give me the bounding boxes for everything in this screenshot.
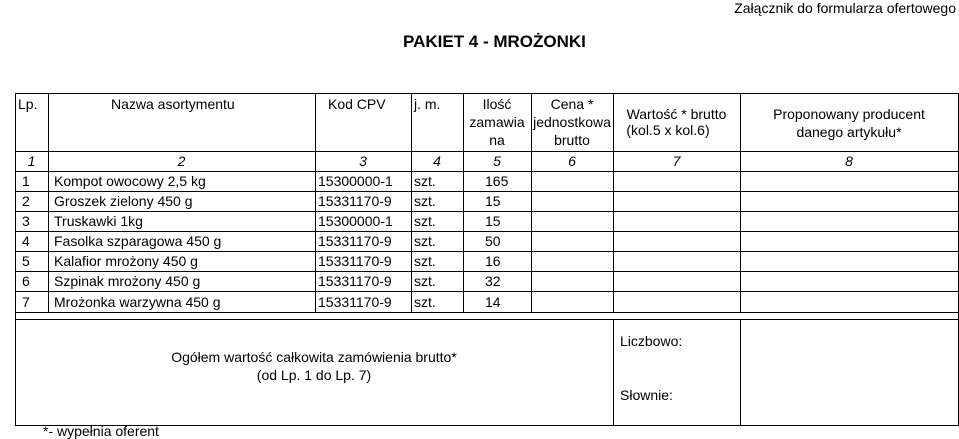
row-lp: 1 xyxy=(22,173,30,189)
header-producer-line1: Proponowany producent xyxy=(773,106,925,122)
attachment-note: Załącznik do formularza ofertowego xyxy=(734,0,956,16)
col-number-8: 8 xyxy=(845,153,853,169)
row-unit: szt. xyxy=(414,233,436,249)
header-unit: j. m. xyxy=(414,96,441,112)
row-unit: szt. xyxy=(414,273,436,289)
header-price-line3: brutto xyxy=(554,132,590,148)
col-number-1: 1 xyxy=(27,153,36,169)
row-qty: 50 xyxy=(485,233,501,249)
col-number-5: 5 xyxy=(493,153,501,169)
row-lp: 6 xyxy=(22,273,30,289)
summary-line2: (od Lp. 1 do Lp. 7) xyxy=(256,367,372,383)
header-price-line1: Cena * xyxy=(550,96,594,112)
row-qty: 165 xyxy=(485,173,509,189)
col-number-7: 7 xyxy=(672,153,681,169)
row-unit: szt. xyxy=(414,213,436,229)
row-qty: 15 xyxy=(485,213,501,229)
row-name: Mrożonka warzywna 450 g xyxy=(54,294,221,310)
col-number-3: 3 xyxy=(359,153,367,169)
header-qty-line1: Ilość xyxy=(482,96,512,112)
header-price-line2: jednostkowa xyxy=(533,114,611,130)
row-lp: 5 xyxy=(22,253,30,269)
header-name: Nazwa asortymentu xyxy=(111,96,235,112)
row-cpv: 15331170-9 xyxy=(318,294,392,310)
summary-words-label: Słownie: xyxy=(620,387,673,403)
header-qty-line2: zamawia xyxy=(469,114,525,130)
row-name: Szpinak mrożony 450 g xyxy=(54,273,201,289)
row-unit: szt. xyxy=(414,193,436,209)
summary-line1: Ogółem wartość całkowita zamówienia brutto* xyxy=(171,349,457,365)
row-qty: 15 xyxy=(485,193,501,209)
header-lp: Lp. xyxy=(18,96,38,112)
row-cpv: 15331170-9 xyxy=(318,253,392,269)
col-number-6: 6 xyxy=(568,153,576,169)
row-name: Truskawki 1kg xyxy=(54,213,143,229)
row-unit: szt. xyxy=(414,294,436,310)
header-cpv: Kod CPV xyxy=(328,96,386,112)
row-cpv: 15300000-1 xyxy=(318,173,393,189)
row-lp: 4 xyxy=(22,233,30,249)
row-lp: 7 xyxy=(22,294,30,310)
row-lp: 3 xyxy=(22,213,30,229)
row-name: Groszek zielony 450 g xyxy=(54,193,193,209)
row-name: Kalafior mrożony 450 g xyxy=(54,253,198,269)
footnote: *- wypełnia oferent xyxy=(43,423,159,439)
col-number-4: 4 xyxy=(433,153,441,169)
row-cpv: 15331170-9 xyxy=(318,193,392,209)
row-name: Kompot owocowy 2,5 kg xyxy=(54,173,206,189)
row-qty: 16 xyxy=(485,253,501,269)
row-lp: 2 xyxy=(22,193,30,209)
page-title: PAKIET 4 - MROŻONKI xyxy=(403,32,586,51)
header-value-line2: (kol.5 x kol.6) xyxy=(626,122,710,138)
row-unit: szt. xyxy=(414,173,436,189)
row-qty: 32 xyxy=(485,273,501,289)
summary-numeric-label: Liczbowo: xyxy=(620,333,683,349)
header-qty-line3: na xyxy=(489,132,505,148)
row-name: Fasolka szparagowa 450 g xyxy=(54,233,222,249)
row-cpv: 15300000-1 xyxy=(318,213,393,229)
header-producer-line2: danego artykułu* xyxy=(796,124,902,140)
header-value-line1: Wartość * brutto xyxy=(626,106,727,122)
row-cpv: 15331170-9 xyxy=(318,273,392,289)
row-unit: szt. xyxy=(414,253,436,269)
row-qty: 14 xyxy=(485,294,501,310)
row-cpv: 15331170-9 xyxy=(318,233,392,249)
col-number-2: 2 xyxy=(177,153,186,169)
